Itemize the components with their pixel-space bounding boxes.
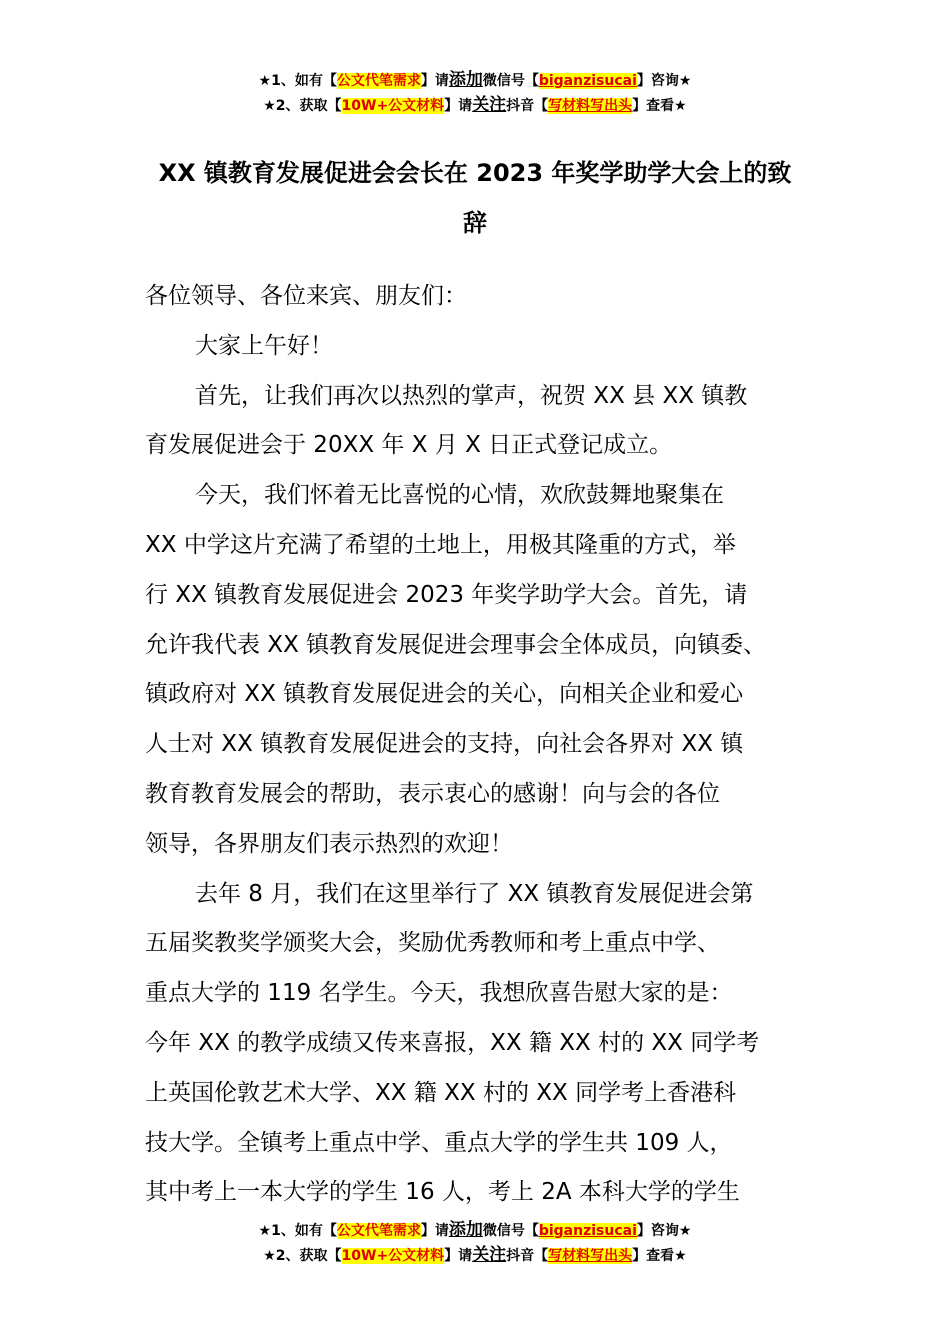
title-line: 辞 <box>463 209 487 237</box>
body-text-line: 领导，各界朋友们表示热烈的欢迎！ <box>145 830 513 857</box>
body-text-line: 今天，我们怀着无比喜悦的心情，欢欣鼓舞地聚集在 <box>195 482 724 509</box>
wechat-id-link[interactable]: biganzisucai <box>538 73 637 89</box>
promo-text: ★1、如有【 <box>258 73 337 89</box>
promo-line-1 <box>0 1218 950 1243</box>
body-text-line: 上英国伦敦艺术大学、XX 籍 XX 村的 XX 同学考上香港科 <box>145 1079 737 1106</box>
body-text-line: 育发展促进会于 20XX 年 X 月 X 日正式登记成立。 <box>145 432 673 459</box>
promo-highlight: 10W+公文材料 <box>341 98 445 114</box>
promo-underline: 关注 <box>472 1245 507 1265</box>
body-text-line: 大家上午好！ <box>195 332 333 359</box>
body-text-line: 人士对 XX 镇教育发展促进会的支持，向社会各界对 XX 镇 <box>145 731 744 758</box>
document-title <box>140 148 810 248</box>
promo-underline: 关注 <box>472 95 507 115</box>
promo-text: ★1、如有【 <box>258 1223 337 1239</box>
promo-text: 抖音【 <box>506 1248 549 1264</box>
body-text-line: 教育教育发展会的帮助，表示衷心的感谢！向与会的各位 <box>145 780 720 807</box>
promo-text: 】请 <box>444 1248 473 1264</box>
body-text-line: 镇政府对 XX 镇教育发展促进会的关心，向相关企业和爱心 <box>145 681 744 708</box>
promo-highlight: 10W+公文材料 <box>341 1248 445 1264</box>
title-line: XX 镇教育发展促进会会长在 2023 年奖学助学大会上的致 <box>158 159 792 187</box>
promo-line-2 <box>0 1243 950 1268</box>
body-text-line: 允许我代表 XX 镇教育发展促进会理事会全体成员，向镇委、 <box>145 631 767 658</box>
promo-underline: 添加 <box>448 1220 483 1240</box>
body-text-line: 去年 8 月，我们在这里举行了 XX 镇教育发展促进会第 <box>195 880 754 907</box>
wechat-id-link[interactable]: biganzisucai <box>538 1223 637 1239</box>
promo-text: 】咨询★ <box>636 1223 692 1239</box>
body-text-line: 其中考上一本大学的学生 16 人，考上 2A 本科大学的学生 <box>145 1179 740 1206</box>
promo-text: 】查看★ <box>632 98 687 114</box>
body-text-line: XX 中学这片充满了希望的土地上，用极其隆重的方式，举 <box>145 531 736 558</box>
body-text-line: 首先，让我们再次以热烈的掌声，祝贺 XX 县 XX 镇教 <box>195 382 748 409</box>
promo-footer <box>0 1218 950 1268</box>
promo-underline: 添加 <box>448 70 483 90</box>
promo-text: 】请 <box>444 98 473 114</box>
document-body <box>145 272 825 1218</box>
promo-text: 抖音【 <box>506 98 549 114</box>
promo-line-1 <box>0 68 950 93</box>
body-text-line: 行 XX 镇教育发展促进会 2023 年奖学助学大会。首先，请 <box>145 581 748 608</box>
promo-text: 微信号【 <box>482 73 539 89</box>
promo-text: 】咨询★ <box>636 73 692 89</box>
promo-text: ★2、获取【 <box>263 98 342 114</box>
body-text-line: 各位领导、各位来宾、朋友们： <box>145 283 467 309</box>
promo-header <box>0 68 950 118</box>
promo-text: 微信号【 <box>482 1223 539 1239</box>
promo-text: 】请 <box>420 73 449 89</box>
body-text-line: 今年 XX 的教学成绩又传来喜报，XX 籍 XX 村的 XX 同学考 <box>145 1029 760 1056</box>
body-text-line: 重点大学的 119 名学生。今天，我想欣喜告慰大家的是： <box>145 980 733 1007</box>
promo-text: 】查看★ <box>632 1248 687 1264</box>
promo-highlight: 公文代笔需求 <box>336 1223 421 1239</box>
douyin-account-link[interactable]: 写材料写出头 <box>548 98 633 114</box>
douyin-account-link[interactable]: 写材料写出头 <box>548 1248 633 1264</box>
promo-line-2 <box>0 93 950 118</box>
body-text-line: 技大学。全镇考上重点中学、重点大学的学生共 109 人， <box>145 1129 733 1156</box>
body-text-line: 五届奖教奖学颁奖大会，奖励优秀教师和考上重点中学、 <box>145 930 720 957</box>
promo-text: 】请 <box>420 1223 449 1239</box>
promo-highlight: 公文代笔需求 <box>336 73 421 89</box>
promo-text: ★2、获取【 <box>263 1248 342 1264</box>
